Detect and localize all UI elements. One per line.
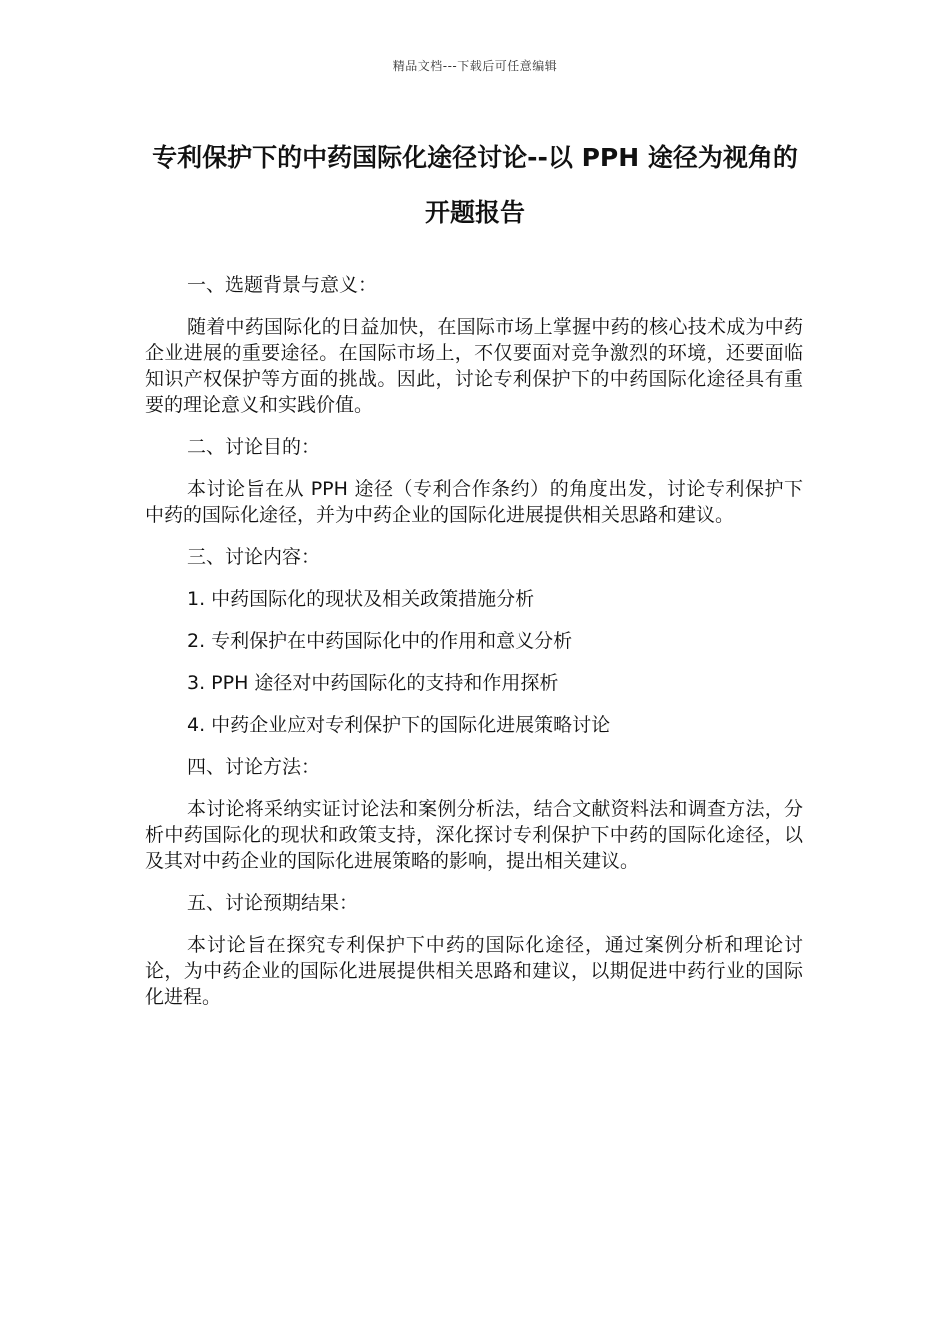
content-list-item: 1. 中药国际化的现状及相关政策措施分析 [187,588,535,610]
section-paragraph-background: 随着中药国际化的日益加快，在国际市场上掌握中药的核心技术成为中药企业进展的重要途径。在国际市场上，不仅要面对竞争激烈的环境，还要面临知识产权保护等方面的挑战。因此，讨论专利保护下的中药国际化途径具有重要的理论意义和实践价值。 [145,316,803,416]
document-body [145,272,803,1026]
content-list-item: 2. 专利保护在中药国际化中的作用和意义分析 [187,630,573,652]
section-heading-method: 四、讨论方法： [187,756,321,778]
section-paragraph-method: 本讨论将采纳实证讨论法和案例分析法，结合文献资料法和调查方法，分析中药国际化的现状和政策支持，深化探讨专利保护下中药的国际化途径，以及其对中药企业的国际化进展策略的影响，提出相关建议。 [145,798,803,872]
section-heading-expected-results: 五、讨论预期结果： [187,892,359,914]
section-paragraph-purpose: 本讨论旨在从 PPH 途径（专利合作条约）的角度出发，讨论专利保护下中药的国际化途径，并为中药企业的国际化进展提供相关思路和建议。 [145,478,803,526]
section-paragraph-expected-results: 本讨论旨在探究专利保护下中药的国际化途径，通过案例分析和理论讨论，为中药企业的国际化进展提供相关思路和建议，以期促进中药行业的国际化进程。 [145,934,803,1008]
section-heading-purpose: 二、讨论目的： [187,436,321,458]
section-heading-background: 一、选题背景与意义： [187,274,378,296]
content-list-item: 4. 中药企业应对专利保护下的国际化进展策略讨论 [187,714,611,736]
document-title: 专利保护下的中药国际化途径讨论--以 PPH 途径为视角的开题报告 [152,143,798,227]
page-header: 精品文档---下载后可任意编辑 [392,59,558,73]
section-heading-content: 三、讨论内容： [187,546,321,568]
content-list-item: 3. PPH 途径对中药国际化的支持和作用探析 [187,672,559,694]
